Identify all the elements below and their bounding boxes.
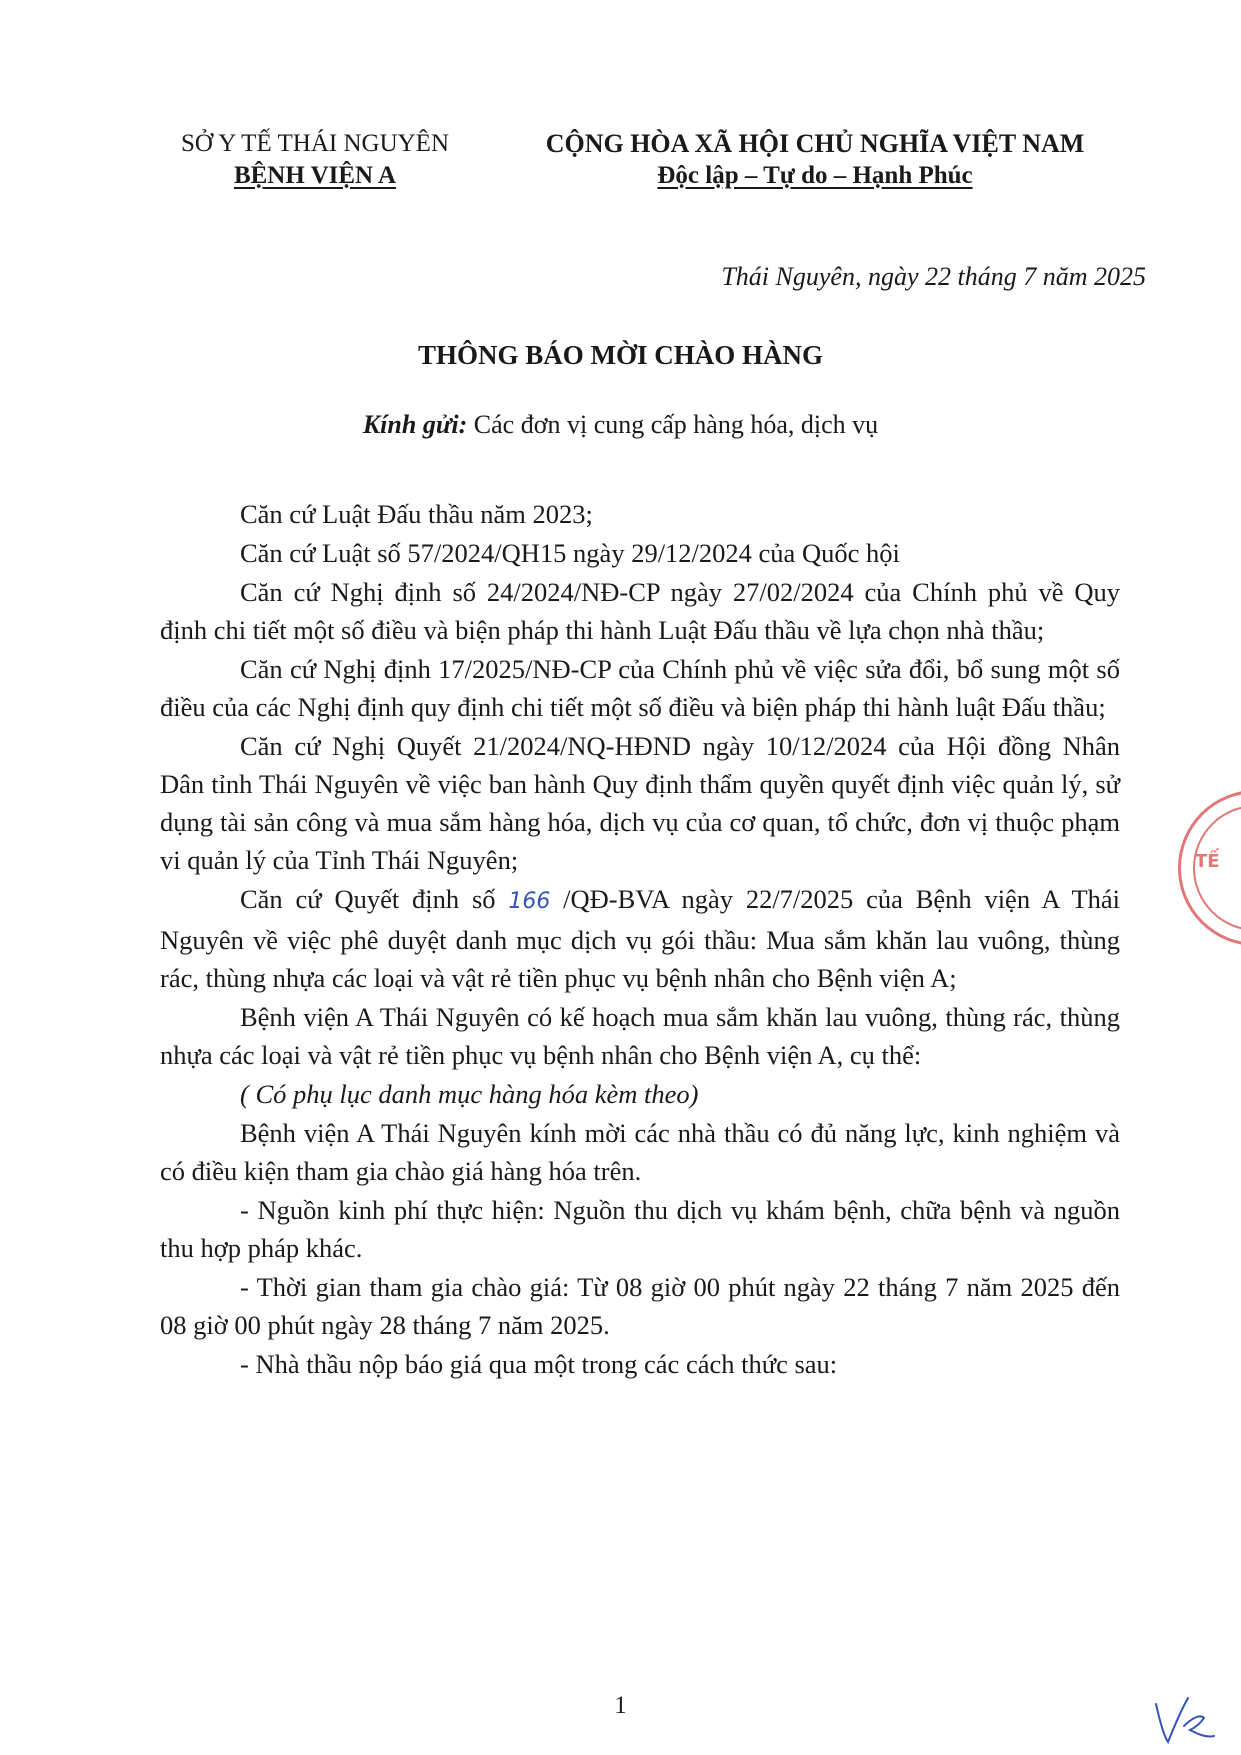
handwritten-decision-number: 166 xyxy=(508,889,551,914)
invitation: Bệnh viện A Thái Nguyên kính mời các nhà thầu có đủ năng lực, kinh nghiệm và có điều kiện tham gia chào giá hàng hóa trên. xyxy=(160,1118,1120,1186)
country-name: CỘNG HÒA XÃ HỘI CHỦ NGHĨA VIỆT NAM xyxy=(545,129,1085,158)
legal-basis-3: Căn cứ Nghị định số 24/2024/NĐ-CP ngày 27/02/2024 của Chính phủ về Quy định chi tiết một số điều và biện pháp thi hành Luật Đấu thầu về lựa chọn nhà thầu; xyxy=(160,577,1120,645)
legal-basis-6 xyxy=(160,880,1120,997)
recipient-text: Các đơn vị cung cấp hàng hóa, dịch vụ xyxy=(467,410,879,439)
appendix-note: ( Có phụ lục danh mục hàng hóa kèm theo) xyxy=(240,1079,699,1109)
date-line: Thái Nguyên, ngày 22 tháng 7 năm 2025 xyxy=(721,262,1146,291)
red-seal-stamp xyxy=(1178,790,1241,946)
legal-basis-5: Căn cứ Nghị Quyết 21/2024/NQ-HĐND ngày 10/12/2024 của Hội đồng Nhân Dân tỉnh Thái Nguyên về việc ban hành Quy định thẩm quyền quyết định việc quản lý, sử dụng tài sản công và mua sắm hàng hóa, dịch vụ của cơ quan, tổ chức, đơn vị thuộc phạm vi quản lý của Tỉnh Thái Nguyên; xyxy=(160,731,1120,875)
department-name: SỞ Y TẾ THÁI NGUYÊN xyxy=(180,130,450,157)
legal-basis-4: Căn cứ Nghị định 17/2025/NĐ-CP của Chính phủ về việc sửa đổi, bổ sung một số điều của các Nghị định quy định chi tiết một số điều và biện pháp thi hành luật Đấu thầu; xyxy=(160,654,1120,722)
document-body xyxy=(160,495,1120,1384)
bidding-period: - Thời gian tham gia chào giá: Từ 08 giờ 00 phút ngày 22 tháng 7 năm 2025 đến 08 giờ 00 phút ngày 28 tháng 7 năm 2025. xyxy=(160,1272,1120,1340)
purchase-plan: Bệnh viện A Thái Nguyên có kế hoạch mua sắm khăn lau vuông, thùng rác, thùng nhựa các loại và vật rẻ tiền phục vụ bệnh nhân cho Bệnh viện A, cụ thể: xyxy=(160,1002,1120,1070)
recipient-label: Kính gửi: xyxy=(362,410,468,439)
stamp-text: TẾ xyxy=(1195,851,1220,872)
legal-basis-6-end: /QĐ-BVA ngày 22/7/2025 của Bệnh viện A Thái Nguyên về việc phê duyệt danh mục dịch vụ gói thầu: Mua sắm khăn lau vuông, thùng rác, thùng nhựa các loại và vật rẻ tiền phục vụ bệnh nhân cho Bệnh viện A; xyxy=(160,884,1121,993)
national-motto: Độc lập – Tự do – Hạnh Phúc xyxy=(657,162,973,189)
funding-source: - Nguồn kinh phí thực hiện: Nguồn thu dịch vụ khám bệnh, chữa bệnh và nguồn thu hợp pháp khác. xyxy=(160,1195,1120,1263)
submission-methods: - Nhà thầu nộp báo giá qua một trong các cách thức sau: xyxy=(240,1349,838,1379)
legal-basis-6-start: Căn cứ Quyết định số xyxy=(240,884,509,914)
document-title: THÔNG BÁO MỜI CHÀO HÀNG xyxy=(417,340,823,370)
organization-name: BỆNH VIỆN A xyxy=(233,162,397,189)
page-number: 1 xyxy=(614,1692,627,1719)
legal-basis-2: Căn cứ Luật số 57/2024/QH15 ngày 29/12/2024 của Quốc hội xyxy=(240,538,900,568)
recipient-line xyxy=(0,410,1241,440)
national-header xyxy=(520,128,1110,192)
issuing-authority xyxy=(120,128,510,192)
legal-basis-1: Căn cứ Luật Đấu thầu năm 2023; xyxy=(240,499,593,529)
